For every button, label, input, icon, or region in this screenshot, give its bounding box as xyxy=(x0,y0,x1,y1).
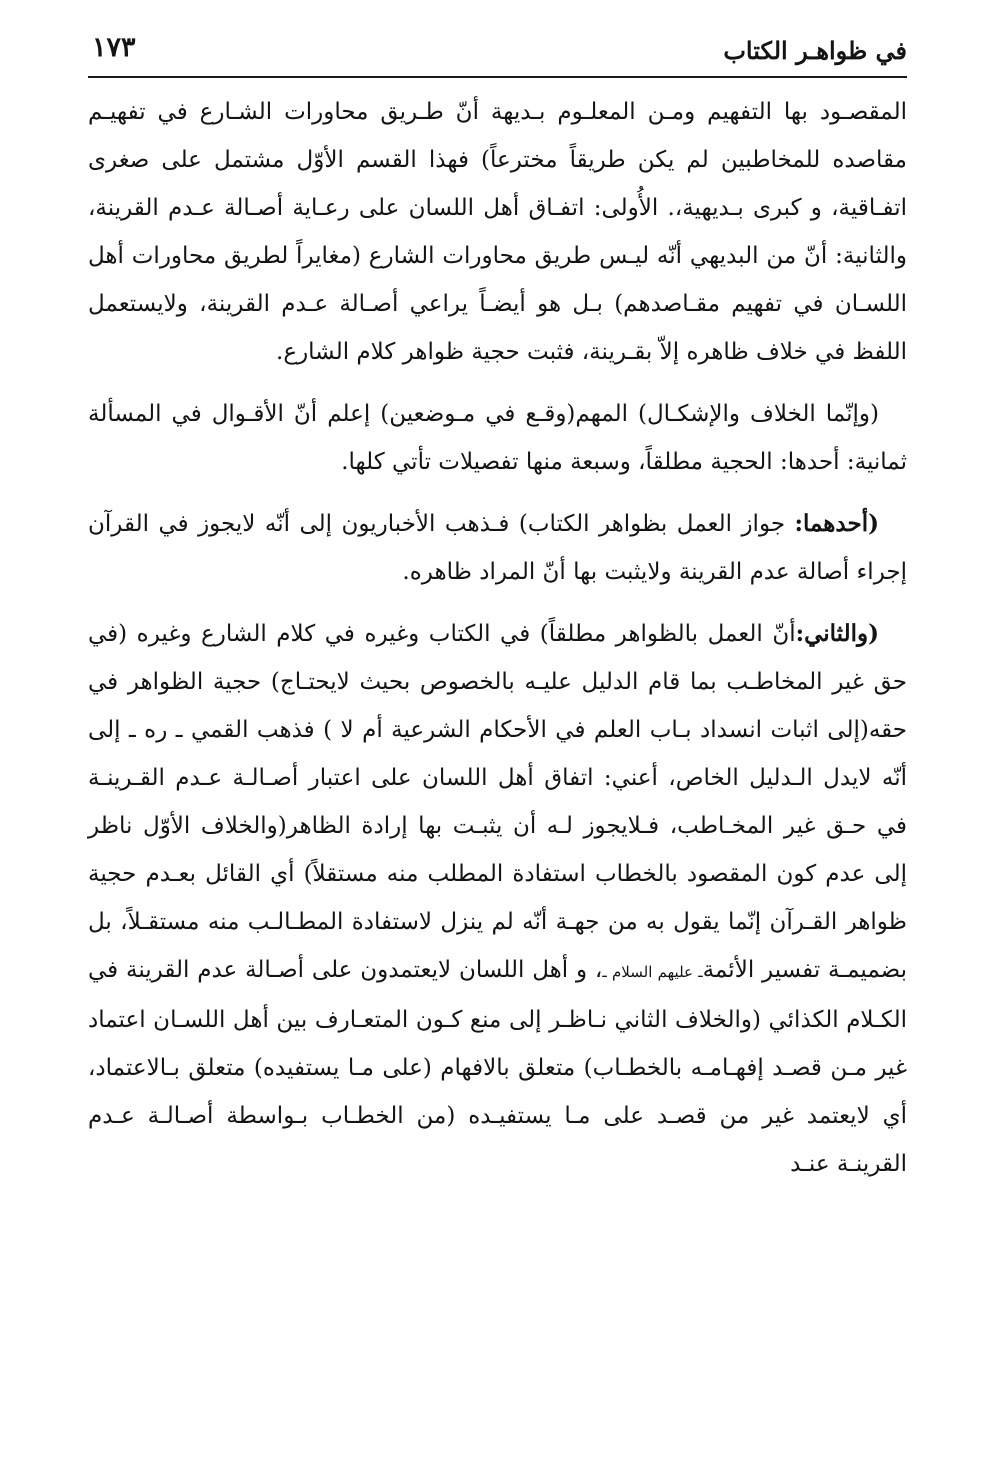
honorific-phrase: ـ عليهم السلام ـ xyxy=(602,963,703,981)
paragraph-3 xyxy=(88,500,907,596)
page-header xyxy=(88,28,907,78)
page-number: ١٧٣ xyxy=(92,32,136,63)
body-text xyxy=(88,88,907,1188)
running-head-title: في ظواهـر الكتاب xyxy=(723,36,907,65)
paragraph-4-text-b: ، و أهل اللسان لايعتمدون على أصـالة عدم القرينة في الكـلام الكذائي (والخلاف الثاني نـاظـر إلى منع كـون المتعـارف بين أهل اللسـان اعتماد غير مـن قصـد إفهـامـه بالخطـاب) متعلق بالافهام (على مـا يستفيده) متعلق بـالاعتماد، أي لايعتمد غير من قصـد على مـا يستفيـده (من الخطـاب بـواسطة أصـالـة عـدم القرينـة عنـد xyxy=(88,957,907,1177)
paragraph-4-text-a: أنّ العمل بالظواهر مطلقاً) في الكتاب وغيره في كلام الشارع وغيره (في حق غير المخاطـب بما قام الدليل عليـه بالخصوص بحيث لايحتـاج) حجية الظواهر في حقه(إلى اثبات انسداد بـاب العلم في الأحكام الشرعية أم لا ) فذهب القمي ـ ره ـ إلى أنّه لايدل الـدليل الخاص، أعني: اتفاق أهل اللسان على اعتبار أصـالـة عـدم القـرينـة في حـق غير المخـاطب، فـلايجوز لـه أن يثبـت بها إرادة الظاهر(والخلاف الأوّل ناظر إلى عدم كون المقصود بالخطاب استفادة المطلب منه مستقلاً) أي القائل بعـدم حجية ظواهر القـرآن إنّما يقول به من جهـة أنّه لم ينزل لاستفادة المطـالـب منه مستقـلاً، بل بضميمـة تفسير الأئمة xyxy=(88,621,907,983)
paragraph-3-label: (أحدهما: xyxy=(794,510,879,537)
paragraph-3-text: جواز العمل بظواهر الكتاب) فـذهب الأخباريون إلى أنّه لايجوز في القرآن إجراء أصالة عدم القرينة ولايثبت بها أنّ المراد ظاهره. xyxy=(88,511,907,585)
paragraph-4-label: (والثاني: xyxy=(795,620,879,647)
paragraph-1: المقصـود بها التفهيم ومـن المعلـوم بـديهة أنّ طـريق محاورات الشـارع في تفهيـم مقاصده للمخاطبين لم يكن طريقاً مخترعاً) فهذا القسم الأوّل مشتمل على صغرى اتفـاقية، و كبرى بـديهية،. الأُولى: اتفـاق أهل اللسان على رعـاية أصـالة عـدم القرينة، والثانية: أنّ من البديهي أنّه ليـس طريق محاورات الشارع (مغايراً لطريق محاورات أهل اللسـان في تفهيم مقـاصدهم) بـل هو أيضـاً يراعي أصـالة عـدم القرينة، ولايستعمل اللفظ في خلاف ظاهره إلاّ بقـرينة، فثبت حجية ظواهر كلام الشارع. xyxy=(88,99,907,365)
paragraph-2: (وإنّما الخلاف والإشكـال) المهم(وقـع في مـوضعين) إعلم أنّ الأقـوال في المسألة ثمانية: أحدها: الحجية مطلقاً، وسبعة منها تفصيلات تأتي كلها. xyxy=(88,401,907,475)
paragraph-4 xyxy=(88,610,907,1188)
